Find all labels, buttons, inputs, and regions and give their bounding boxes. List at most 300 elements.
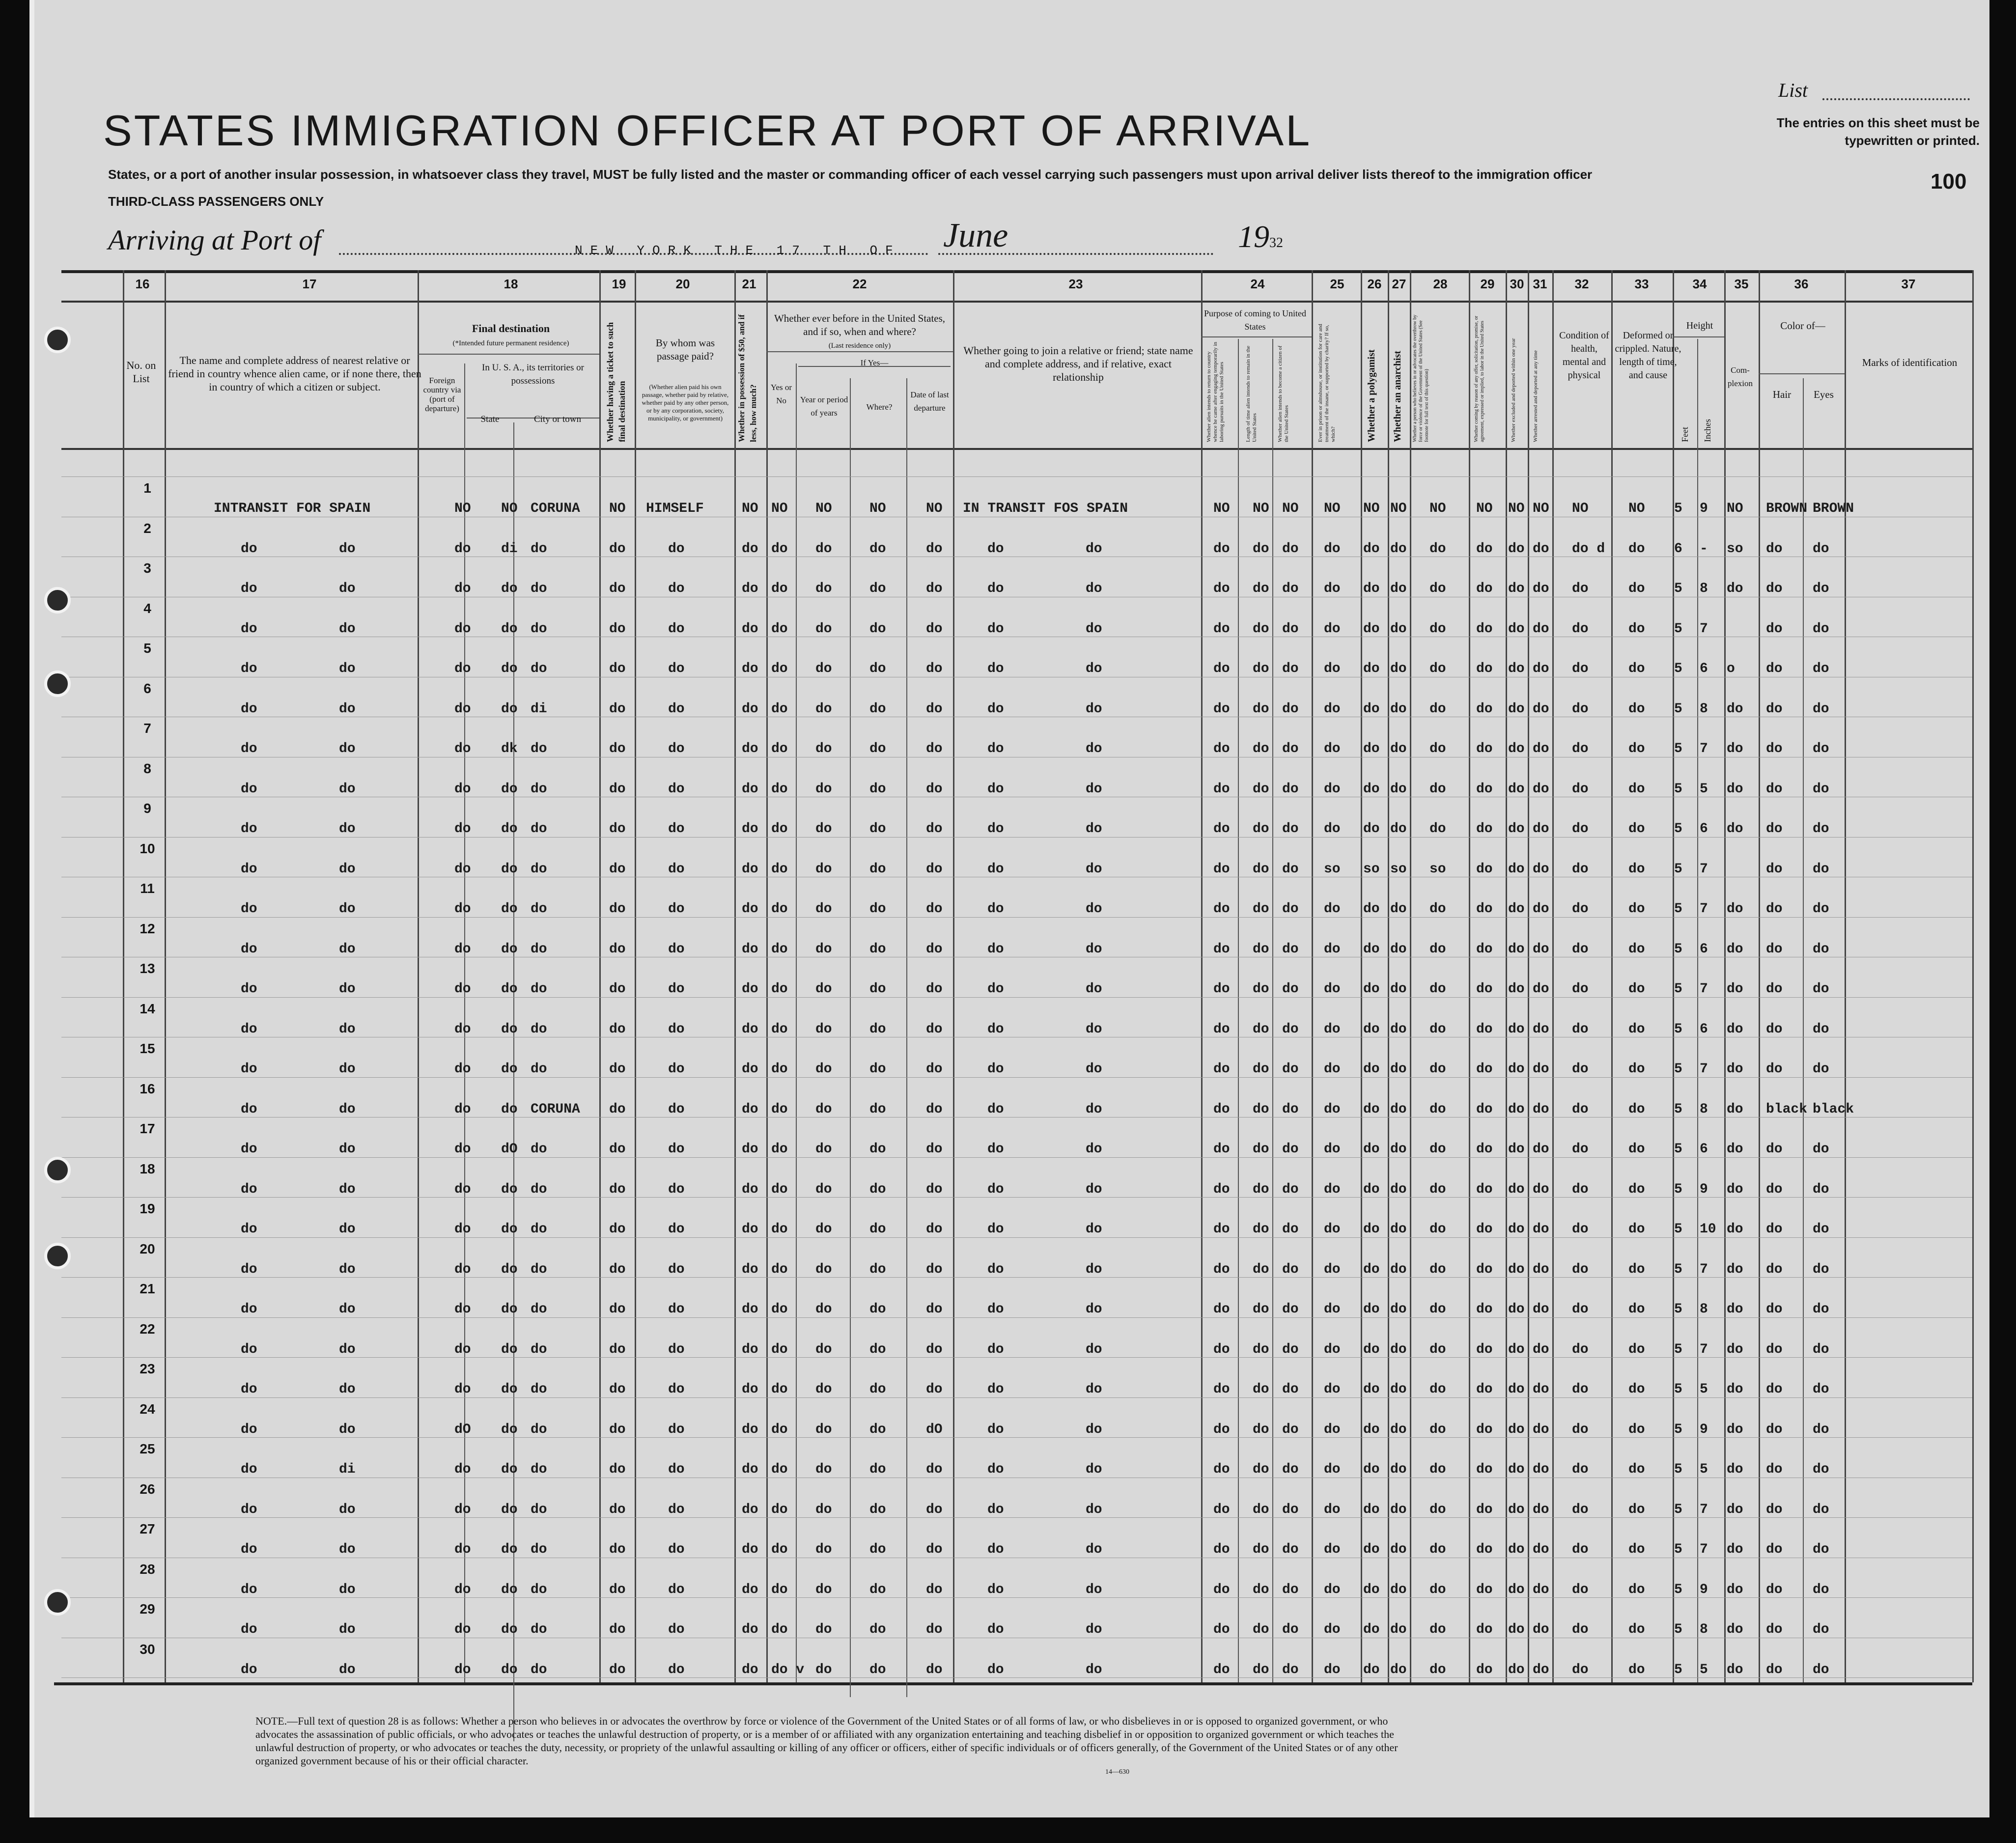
ever-before: do	[771, 1061, 788, 1077]
purpose-return: do	[1213, 1622, 1230, 1637]
question-31: do	[1533, 541, 1549, 557]
height-feet: 5	[1674, 621, 1682, 637]
column-number: 32	[1574, 277, 1589, 291]
relative-address: do	[339, 1582, 356, 1597]
deformed: do	[1628, 701, 1645, 717]
ticket: do	[609, 1341, 626, 1357]
anarchist: do	[1390, 981, 1407, 997]
years: do	[815, 1582, 832, 1597]
purpose-return: do	[1213, 1302, 1230, 1317]
foreign-country: do	[454, 1061, 471, 1077]
city: do	[531, 1462, 547, 1477]
paid-by: do	[668, 1261, 685, 1277]
question-29: do	[1476, 861, 1493, 877]
polygamist: do	[1363, 981, 1380, 997]
column-divider	[165, 270, 166, 1682]
header-purpose-c: Whether alien intends to become a citizen of the United States	[1277, 345, 1289, 442]
height-inches: 8	[1700, 701, 1708, 717]
health: do	[1572, 1181, 1589, 1197]
prison: do	[1324, 1261, 1341, 1277]
height-inches: 7	[1700, 741, 1708, 756]
height-feet: 5	[1674, 981, 1682, 997]
money: do	[742, 621, 758, 637]
years: do	[815, 1261, 832, 1277]
purpose-citizen: do	[1282, 861, 1299, 877]
relative-address: do	[339, 1061, 356, 1077]
question-29: do	[1476, 1302, 1493, 1317]
header-purpose-a: Whether alien intends to return to country whence he came after engaging temporarily in laboring pursuits in the United States	[1206, 341, 1225, 442]
complexion: so	[1727, 541, 1743, 557]
health: do	[1572, 1101, 1589, 1117]
height-feet: 5	[1674, 1142, 1682, 1157]
ticket: do	[609, 661, 626, 676]
eye-color: do	[1813, 1142, 1829, 1157]
height-feet: 5	[1674, 1462, 1682, 1477]
question-28: do	[1429, 1622, 1446, 1637]
height-inches: 5	[1700, 781, 1708, 797]
ever-before: do	[771, 821, 788, 837]
height-feet: 5	[1674, 1422, 1682, 1437]
state: do	[501, 1502, 518, 1517]
foreign-country: do	[454, 821, 471, 837]
question-28: do	[1429, 1422, 1446, 1437]
hair-color: do	[1766, 661, 1783, 676]
row-rule	[61, 1357, 1972, 1358]
header-if-yes: If Yes—	[860, 358, 889, 367]
prison: do	[1324, 621, 1341, 637]
height-feet: 5	[1674, 1222, 1682, 1237]
ticket: do	[609, 621, 626, 637]
ticket: do	[609, 1101, 626, 1117]
purpose-citizen: do	[1282, 661, 1299, 676]
health: do	[1572, 741, 1589, 756]
polygamist: do	[1363, 941, 1380, 957]
purpose-return: do	[1213, 621, 1230, 637]
column-divider	[1759, 270, 1760, 1682]
relative-name: do	[241, 861, 257, 877]
ticket: do	[609, 1542, 626, 1557]
question-30: do	[1508, 1061, 1525, 1077]
purpose-citizen: do	[1282, 1021, 1299, 1037]
health: do	[1572, 821, 1589, 837]
column-number: 27	[1392, 277, 1406, 291]
ticket: do	[609, 981, 626, 997]
prison: do	[1324, 541, 1341, 557]
join-address: do	[1086, 621, 1102, 637]
question-31: do	[1533, 1061, 1549, 1077]
ever-before: do	[771, 1222, 788, 1237]
paid-by: do	[668, 1302, 685, 1317]
ticket: do	[609, 1302, 626, 1317]
health: do	[1572, 1502, 1589, 1517]
purpose-citizen: NO	[1282, 501, 1299, 516]
state: do	[501, 901, 518, 917]
state: do	[501, 1061, 518, 1077]
money: do	[742, 1101, 758, 1117]
column-number: 20	[675, 277, 690, 291]
health: do	[1572, 1662, 1589, 1677]
prison: do	[1324, 661, 1341, 676]
city: do	[531, 1582, 547, 1597]
row-number: 30	[140, 1641, 155, 1657]
money: do	[742, 1382, 758, 1397]
purpose-length: do	[1253, 741, 1269, 756]
question-28: do	[1429, 1341, 1446, 1357]
health: do	[1572, 1021, 1589, 1037]
header-ever-before: Whether ever before in the United States, and if so, when and where?	[774, 312, 946, 337]
where: do	[869, 1582, 886, 1597]
purpose-citizen: do	[1282, 1261, 1299, 1277]
row-rule	[61, 1397, 1972, 1398]
state: do	[501, 1542, 518, 1557]
state: do	[501, 1021, 518, 1037]
complexion: do	[1727, 701, 1743, 717]
question-28: do	[1429, 741, 1446, 756]
purpose-length: do	[1253, 621, 1269, 637]
anarchist: do	[1390, 1422, 1407, 1437]
purpose-return: do	[1213, 1181, 1230, 1197]
prison: do	[1324, 1341, 1341, 1357]
question-30: do	[1508, 901, 1525, 917]
relative-name: do	[241, 781, 257, 797]
column-divider	[953, 270, 954, 1682]
complexion: do	[1727, 1662, 1743, 1677]
join-relative: do	[987, 861, 1004, 877]
row-number: 12	[140, 921, 155, 936]
row-number: 26	[140, 1481, 155, 1497]
join-address: do	[1086, 901, 1102, 917]
row-number: 25	[140, 1441, 155, 1456]
foreign-country: do	[454, 1341, 471, 1357]
join-relative: do	[987, 821, 1004, 837]
column-divider	[734, 270, 736, 1682]
money: do	[742, 1662, 758, 1677]
health: do	[1572, 901, 1589, 917]
relative-address: do	[339, 741, 356, 756]
hair-color: do	[1766, 1502, 1783, 1517]
eye-color: do	[1813, 941, 1829, 957]
anarchist: NO	[1390, 501, 1407, 516]
money: do	[742, 581, 758, 596]
relative-name: do	[241, 1341, 257, 1357]
foreign-country: do	[454, 541, 471, 557]
row-number: 27	[140, 1521, 155, 1536]
question-31: do	[1533, 981, 1549, 997]
row-number: 24	[140, 1401, 155, 1417]
header-deformed: Deformed or crippled. Nature, length of time, and cause	[1615, 330, 1681, 381]
header-prison: Ever in prison or almshouse, or institution for care and treatment of the insane, or supported by charity? If so, which?	[1317, 324, 1336, 442]
height-inches: 9	[1700, 1422, 1708, 1437]
prison: do	[1324, 1662, 1341, 1677]
header-feet: Feet	[1680, 427, 1690, 442]
purpose-citizen: do	[1282, 901, 1299, 917]
deformed: NO	[1628, 501, 1645, 516]
where: do	[869, 1061, 886, 1077]
deformed: do	[1628, 1582, 1645, 1597]
complexion: do	[1727, 1462, 1743, 1477]
prison: do	[1324, 1101, 1341, 1117]
prison: do	[1324, 1462, 1341, 1477]
header-purpose: Purpose of coming to United States	[1204, 308, 1306, 332]
relative-address: do	[339, 1101, 356, 1117]
anarchist: do	[1390, 581, 1407, 596]
date-departure: do	[926, 781, 943, 797]
prison: do	[1324, 941, 1341, 957]
join-address: do	[1086, 581, 1102, 596]
prison: do	[1324, 701, 1341, 717]
relative-name: do	[241, 581, 257, 596]
anarchist: do	[1390, 1662, 1407, 1677]
eye-color: do	[1813, 1422, 1829, 1437]
purpose-length: do	[1253, 1582, 1269, 1597]
relative-name: do	[241, 1222, 257, 1237]
relative-name: do	[241, 901, 257, 917]
height-feet: 6	[1674, 541, 1682, 557]
paid-by: do	[668, 1502, 685, 1517]
ever-before: do	[771, 1181, 788, 1197]
purpose-length: do	[1253, 1101, 1269, 1117]
purpose-citizen: do	[1282, 1662, 1299, 1677]
money: do	[742, 781, 758, 797]
paid-by: do	[668, 741, 685, 756]
city: do	[531, 1021, 547, 1037]
date-departure: do	[926, 661, 943, 676]
complexion: do	[1727, 981, 1743, 997]
where: do	[869, 1622, 886, 1637]
date-departure: do	[926, 1261, 943, 1277]
deformed: do	[1628, 661, 1645, 676]
health: do	[1572, 1622, 1589, 1637]
height-feet: 5	[1674, 1622, 1682, 1637]
row-number: 15	[140, 1041, 155, 1056]
years: do	[815, 1181, 832, 1197]
foreign-country: do	[454, 1662, 471, 1677]
health: do	[1572, 1061, 1589, 1077]
date-departure: do	[926, 1061, 943, 1077]
column-divider	[123, 270, 124, 1682]
question-30: do	[1508, 1021, 1525, 1037]
polygamist: do	[1363, 1181, 1380, 1197]
years: do	[815, 661, 832, 676]
join-relative: do	[987, 1622, 1004, 1637]
state: do	[501, 1422, 518, 1437]
purpose-return: do	[1213, 981, 1230, 997]
paid-by: do	[668, 1422, 685, 1437]
foreign-country: do	[454, 1222, 471, 1237]
column-number: 17	[302, 277, 317, 291]
column-divider	[1528, 270, 1529, 1682]
question-29: do	[1476, 981, 1493, 997]
join-relative: do	[987, 1422, 1004, 1437]
year-suffix: 32	[1269, 235, 1283, 251]
height-inches: 10	[1700, 1222, 1716, 1237]
question-30: do	[1508, 1222, 1525, 1237]
where: do	[869, 661, 886, 676]
ever-before: do	[771, 1341, 788, 1357]
money: do	[742, 821, 758, 837]
money: do	[742, 1542, 758, 1557]
question-30: do	[1508, 781, 1525, 797]
height-inches: 9	[1700, 1582, 1708, 1597]
anarchist: do	[1390, 901, 1407, 917]
row-number: 29	[140, 1601, 155, 1617]
question-29: do	[1476, 1422, 1493, 1437]
question-31: do	[1533, 1382, 1549, 1397]
join-address: do	[1086, 1142, 1102, 1157]
question-31: do	[1533, 1622, 1549, 1637]
purpose-length: do	[1253, 781, 1269, 797]
purpose-return: do	[1213, 821, 1230, 837]
purpose-length: do	[1253, 1662, 1269, 1677]
money: do	[742, 1622, 758, 1637]
prison: so	[1324, 861, 1341, 877]
question-29: do	[1476, 581, 1493, 596]
header-sub-rule	[1201, 336, 1312, 337]
polygamist: do	[1363, 1542, 1380, 1557]
anarchist: do	[1390, 1101, 1407, 1117]
where: NO	[869, 501, 886, 516]
paid-by: do	[668, 1382, 685, 1397]
row-number: 20	[140, 1241, 155, 1257]
polygamist: do	[1363, 621, 1380, 637]
sheet-number: 100	[1931, 169, 1967, 194]
ever-before: do	[771, 661, 788, 676]
complexion: do	[1727, 741, 1743, 756]
join-address: do	[1086, 741, 1102, 756]
header-in-usa: In U. S. A., its territories or possessions	[482, 363, 584, 386]
where: do	[869, 621, 886, 637]
deformed: do	[1628, 1422, 1645, 1437]
purpose-citizen: do	[1282, 741, 1299, 756]
form-code: 14—630	[1105, 1768, 1129, 1776]
question-31: do	[1533, 661, 1549, 676]
relative-address: do	[339, 1181, 356, 1197]
sub-column-divider	[1238, 339, 1239, 1682]
foreign-country: do	[454, 941, 471, 957]
relative-name: do	[241, 1382, 257, 1397]
hair-color: do	[1766, 1021, 1783, 1037]
column-divider	[599, 270, 601, 1682]
polygamist: do	[1363, 821, 1380, 837]
header-q29: Whether coming by reason of any offer, solicitation, promise, or agreement, expressed or implied, to labor in the United States	[1474, 315, 1485, 442]
complexion: do	[1727, 901, 1743, 917]
height-feet: 5	[1674, 1382, 1682, 1397]
row-number: 22	[140, 1321, 155, 1337]
join-address: do	[1086, 941, 1102, 957]
ticket: do	[609, 861, 626, 877]
height-inches: 6	[1700, 661, 1708, 676]
question-31: do	[1533, 1261, 1549, 1277]
purpose-length: do	[1253, 1061, 1269, 1077]
height-feet: 5	[1674, 901, 1682, 917]
state: do	[501, 1261, 518, 1277]
column-number: 21	[742, 277, 756, 291]
purpose-length: do	[1253, 661, 1269, 676]
state: dk	[501, 741, 518, 756]
sub-column-divider	[906, 378, 907, 1697]
paid-by: do	[668, 981, 685, 997]
where: do	[869, 781, 886, 797]
date-departure: do	[926, 581, 943, 596]
eye-color: black	[1813, 1101, 1854, 1117]
years: do	[815, 1542, 832, 1557]
eye-color: do	[1813, 861, 1829, 877]
row-rule	[61, 1317, 1972, 1318]
purpose-length: NO	[1253, 501, 1269, 516]
date-departure: do	[926, 1502, 943, 1517]
question-31: do	[1533, 901, 1549, 917]
ticket: do	[609, 1422, 626, 1437]
question-28: do	[1429, 621, 1446, 637]
join-address: do	[1086, 1382, 1102, 1397]
health: do	[1572, 581, 1589, 596]
complexion: do	[1727, 1582, 1743, 1597]
question-31: do	[1533, 1341, 1549, 1357]
deformed: do	[1628, 781, 1645, 797]
column-number: 37	[1901, 277, 1916, 291]
paid-by: do	[668, 1142, 685, 1157]
question-29: do	[1476, 941, 1493, 957]
state: do	[501, 981, 518, 997]
city: CORUNA	[531, 1101, 580, 1117]
prison: do	[1324, 1422, 1341, 1437]
deformed: do	[1628, 1222, 1645, 1237]
header-inches: Inches	[1703, 419, 1712, 442]
header-possession: Whether in possession of $50, and if less, how much?	[737, 314, 758, 442]
header-eyes: Eyes	[1814, 389, 1834, 400]
ticket: do	[609, 1502, 626, 1517]
years: do	[815, 1382, 832, 1397]
column-divider	[418, 270, 419, 1682]
list-underline	[1822, 98, 1970, 100]
row-number: 3	[143, 560, 151, 576]
date-departure: do	[926, 1622, 943, 1637]
city: do	[531, 661, 547, 676]
row-number: 4	[143, 600, 151, 616]
question-29: do	[1476, 701, 1493, 717]
money: do	[742, 1341, 758, 1357]
polygamist: do	[1363, 1142, 1380, 1157]
question-29: do	[1476, 541, 1493, 557]
join-address: do	[1086, 541, 1102, 557]
paid-by: do	[668, 1542, 685, 1557]
purpose-citizen: do	[1282, 1181, 1299, 1197]
question-31: do	[1533, 1662, 1549, 1677]
anarchist: do	[1390, 1462, 1407, 1477]
money: do	[742, 941, 758, 957]
purpose-citizen: do	[1282, 1222, 1299, 1237]
polygamist: do	[1363, 1261, 1380, 1277]
where: do	[869, 821, 886, 837]
relative-name: do	[241, 1422, 257, 1437]
polygamist: do	[1363, 1021, 1380, 1037]
question-30: do	[1508, 941, 1525, 957]
complexion: do	[1727, 1622, 1743, 1637]
column-divider	[1410, 270, 1411, 1682]
question-31: do	[1533, 1181, 1549, 1197]
question-31: do	[1533, 1502, 1549, 1517]
city: do	[531, 1542, 547, 1557]
complexion: do	[1727, 1502, 1743, 1517]
years: do	[815, 541, 832, 557]
header-color-of: Color of—	[1780, 320, 1825, 332]
header-foreign-country: Foreign country via (port of departure)	[423, 376, 461, 413]
eye-color: do	[1813, 1181, 1829, 1197]
where: do	[869, 901, 886, 917]
relative-name: do	[241, 661, 257, 676]
eye-color: do	[1813, 1582, 1829, 1597]
state: do	[501, 941, 518, 957]
